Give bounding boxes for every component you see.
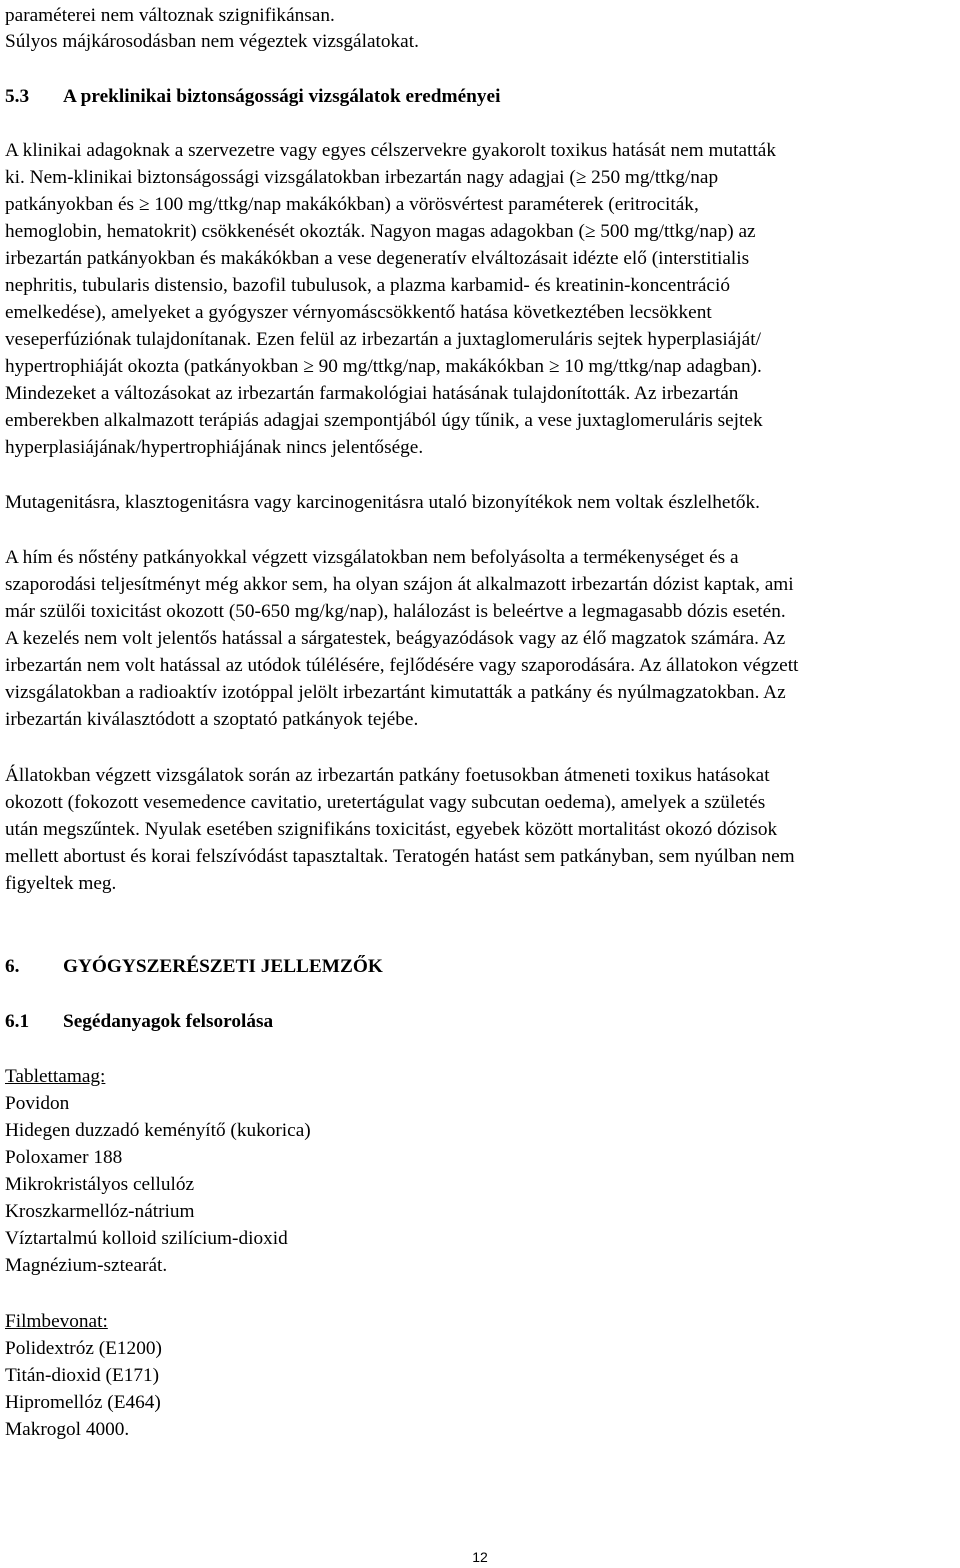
excipient-item: Kroszkarmellóz-nátrium: [5, 1201, 195, 1222]
para3-line: irbezartán kiválasztódott a szoptató patkányok tejébe.: [5, 709, 419, 730]
para4-line: figyeltek meg.: [5, 873, 117, 894]
coating-item: Titán-dioxid (E171): [5, 1365, 160, 1386]
section-number: 5.3: [5, 86, 30, 107]
coating-item: Polidextróz (E1200): [5, 1338, 162, 1359]
excipient-item: Mikrokristályos cellulóz: [5, 1174, 195, 1195]
para1-line: emberekben alkalmazott terápiás adagjai szempontjából úgy tűnik, a vese juxtaglomeruláris sejtek: [5, 410, 763, 431]
section-6-1-heading: [5, 1009, 273, 1035]
para1-line: nephritis, tubularis distensio, bazofil tubulusok, a plazma karbamid- és kreatinin-koncentráció: [5, 275, 730, 296]
para2-line: Mutagenitásra, klasztogenitásra vagy karcinogenitásra utaló bizonyítékok nem voltak észlelhetők.: [5, 492, 760, 513]
para3-line: irbezartán nem volt hatással az utódok túlélésére, fejlődésére vagy szaporodására. Az állatokon végzett: [5, 655, 799, 676]
page-number: 12: [472, 1549, 488, 1565]
para4-line: okozott (fokozott vesemedence cavitatio, uretertágulat vagy subcutan oedema), amelyek a születés: [5, 792, 766, 813]
para1-line: patkányokban és ≥ 100 mg/ttkg/nap makákókban) a vörösvértest paraméterek (eritrociták,: [5, 194, 699, 215]
para4-line: Állatokban végzett vizsgálatok során az irbezartán patkány foetusokban átmeneti toxikus hatásokat: [5, 765, 770, 786]
tablet-core-heading: Tablettamag:: [5, 1066, 106, 1087]
para3-line: szaporodási teljesítményt még akkor sem, ha olyan szájon át alkalmazott irbezartán dózist kaptak, ami: [5, 574, 794, 595]
para3-line: már szülői toxicitást okozott (50-650 mg/kg/nap), halálozást is beleértve a legmagasabb dózis esetén.: [5, 601, 786, 622]
excipient-item: Hidegen duzzadó keményítő (kukorica): [5, 1120, 311, 1141]
para3-line: A hím és nőstény patkányokkal végzett vizsgálatokban nem befolyásolta a termékenységet és a: [5, 547, 739, 568]
section-title: A preklinikai biztonságossági vizsgálatok eredményei: [63, 86, 501, 107]
para3-line: vizsgálatokban a radioaktív izotóppal jelölt irbezartánt kimutatták a patkány és nyúlmagzatokban. Az: [5, 682, 786, 703]
excipient-item: Víztartalmú kolloid szilícium-dioxid: [5, 1228, 288, 1249]
section-title: GYÓGYSZERÉSZETI JELLEMZŐK: [63, 956, 383, 977]
section-number: 6.: [5, 956, 20, 977]
intro-line-1: paraméterei nem változnak szignifikánsan.: [5, 5, 335, 26]
section-number: 6.1: [5, 1011, 30, 1032]
excipient-item: Poloxamer 188: [5, 1147, 123, 1168]
para1-line: A klinikai adagoknak a szervezetre vagy egyes célszervekre gyakorolt toxikus hatását nem mutatták: [5, 140, 776, 161]
para4-line: mellett abortust és korai felszívódást tapasztaltak. Teratogén hatást sem patkányban, sem nyúlban nem: [5, 846, 795, 867]
intro-line-2: Súlyos májkárosodásban nem végeztek vizsgálatokat.: [5, 31, 419, 52]
excipient-item: Povidon: [5, 1093, 70, 1114]
coating-item: Makrogol 4000.: [5, 1419, 130, 1440]
excipient-item: Magnézium-sztearát.: [5, 1255, 168, 1276]
section-title: Segédanyagok felsorolása: [63, 1011, 274, 1032]
para1-line: ki. Nem-klinikai biztonságossági vizsgálatokban irbezartán nagy adagjai (≥ 250 mg/ttkg/nap: [5, 167, 719, 188]
section-5-3-heading: [5, 84, 500, 110]
para1-line: emelkedése), amelyeket a gyógyszer vérnyomáscsökkentő hatása következtében lecsökkent: [5, 302, 712, 323]
para3-line: A kezelés nem volt jelentős hatással a sárgatestek, beágyazódások vagy az élő magzatok számára. Az: [5, 628, 786, 649]
film-coating-heading: Filmbevonat:: [5, 1311, 108, 1332]
para1-line: hyperplasiájának/hypertrophiájának nincs jelentősége.: [5, 437, 424, 458]
para4-line: után megszűntek. Nyulak esetében szignifikáns toxicitást, egyebek között mortalitást okozó dózisok: [5, 819, 778, 840]
para1-line: Mindezeket a változásokat az irbezartán farmakológiai hatásának tulajdonították. Az irbezartán: [5, 383, 739, 404]
para1-line: hemoglobin, hematokrit) csökkenését okozták. Nagyon magas adagokban (≥ 500 mg/ttkg/nap) az: [5, 221, 756, 242]
section-6-heading: [5, 954, 383, 980]
para1-line: hypertrophiáját okozta (patkányokban ≥ 90 mg/ttkg/nap, makákókban ≥ 10 mg/ttkg/nap adagban).: [5, 356, 762, 377]
coating-item: Hipromellóz (E464): [5, 1392, 161, 1413]
para1-line: irbezartán patkányokban és makákókban a vese degeneratív elváltozásait idézte elő (interstitialis: [5, 248, 750, 269]
para1-line: veseperfúziónak tulajdonítanak. Ezen felül az irbezartán a juxtaglomeruláris sejtek hyperplasiáját/: [5, 329, 761, 350]
